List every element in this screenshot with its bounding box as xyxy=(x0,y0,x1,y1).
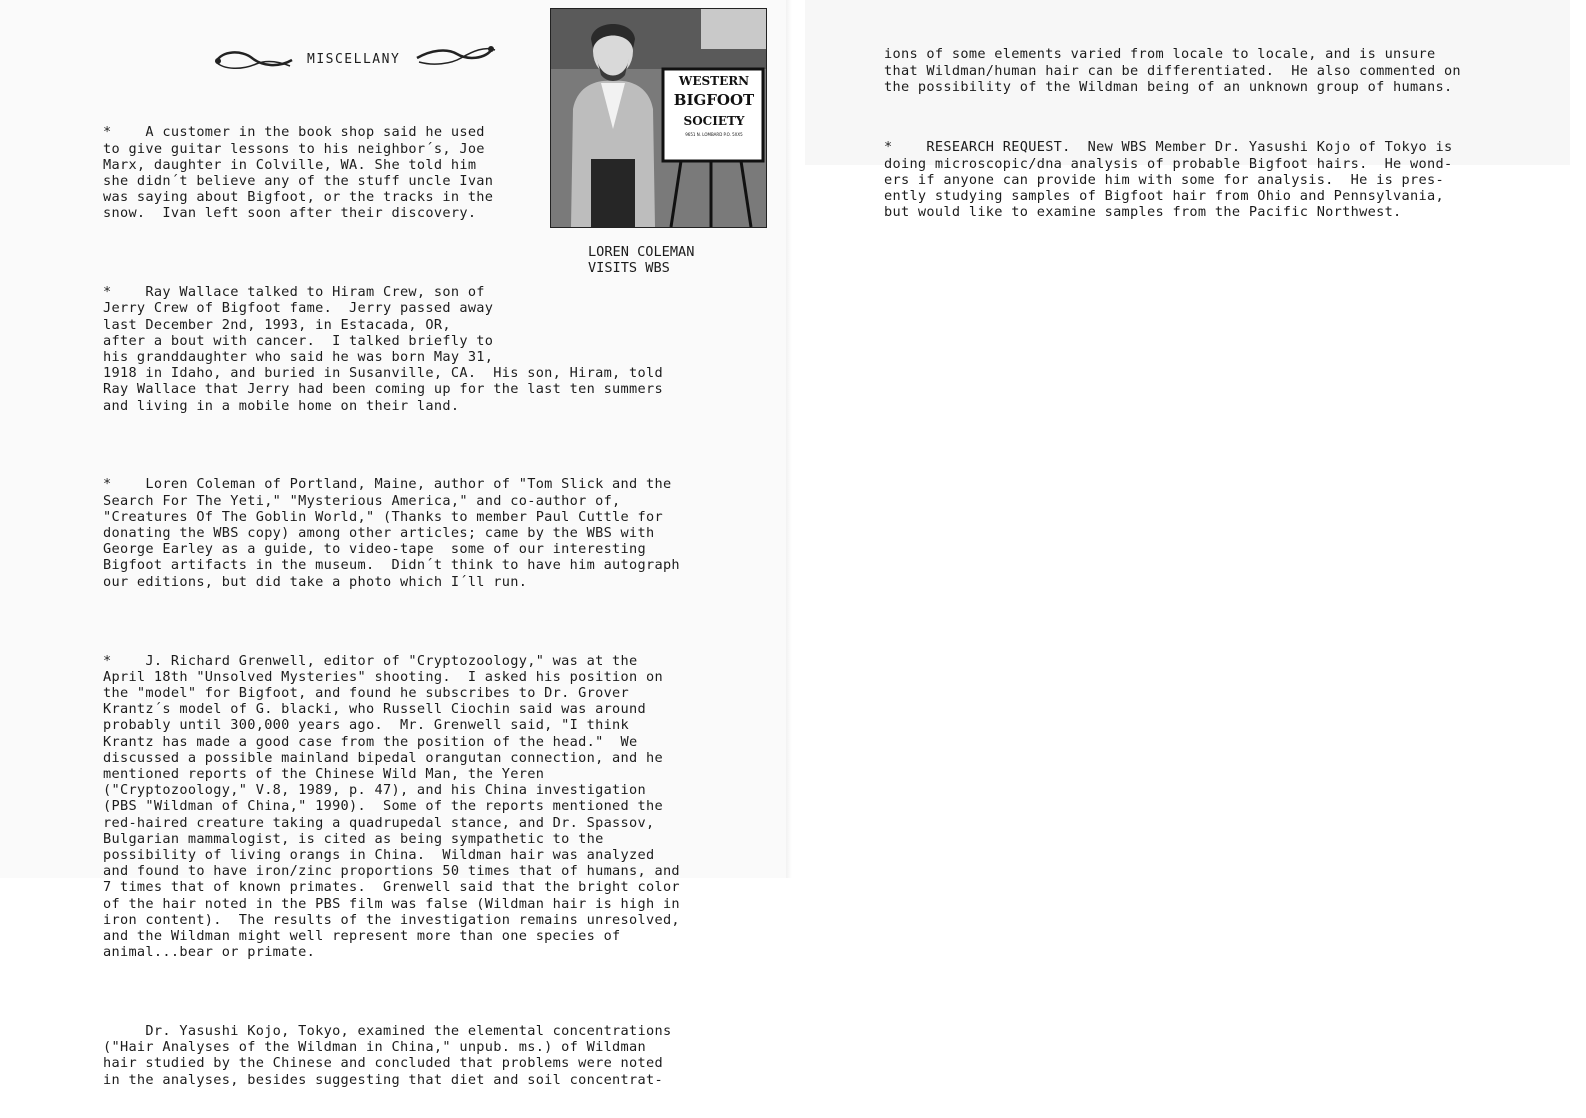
text-line: Marx, daughter in Colville, WA. She told him xyxy=(103,156,477,173)
text-line: donating the WBS copy) among other articles; came by the WBS with xyxy=(103,525,655,542)
text-line: mentioned reports of the Chinese Wild Man, the Yeren xyxy=(103,765,545,782)
paragraph-loren-coleman xyxy=(103,476,753,589)
text-line: ers if anyone can provide him with some for analysis. He is pres- xyxy=(884,171,1444,188)
paragraph-research-request xyxy=(884,139,1534,220)
caption-line: LOREN COLEMAN xyxy=(588,244,695,260)
text-line: "Creatures Of The Goblin World," (Thanks to member Paul Cuttle for xyxy=(103,508,663,525)
heading-title: MISCELLANY xyxy=(307,52,401,67)
text-line: red-haired creature taking a quadrupedal stance, and Dr. Spassov, xyxy=(103,814,655,831)
text-line: and living in a mobile home on their land. xyxy=(103,397,460,414)
text-line: * J. Richard Grenwell, editor of "Cryptozoology," was at the xyxy=(103,652,638,669)
paragraph-kojo-continued xyxy=(884,46,1534,95)
text-line: Ray Wallace that Jerry had been coming up for the last ten summers xyxy=(103,381,663,398)
text-line: Krantz´s model of G. blacki, who Russell Ciochin said was around xyxy=(103,701,646,718)
sign-line-western: WESTERN xyxy=(678,74,750,88)
text-line: 7 times that of known primates. Grenwell said that the bright color xyxy=(103,879,680,896)
paragraph-grenwell xyxy=(103,653,753,961)
text-line: possibility of living orangs in China. Wildman hair was analyzed xyxy=(103,846,655,863)
text-line: discussed a possible mainland bipedal orangutan connection, and he xyxy=(103,749,663,766)
text-line: probably until 300,000 years ago. Mr. Grenwell said, "I think xyxy=(103,717,630,734)
text-line: and found to have iron/zinc proportions 50 times that of humans, and xyxy=(103,863,680,880)
text-line: his granddaughter who said he was born May 31, xyxy=(103,349,494,366)
text-line: of the hair noted in the PBS film was false (Wildman hair is high in xyxy=(103,895,680,912)
text-line: Dr. Yasushi Kojo, Tokyo, examined the elemental concentrations xyxy=(103,1022,672,1039)
text-line: * Loren Coleman of Portland, Maine, author of "Tom Slick and the xyxy=(103,476,672,493)
text-line: snow. Ivan left soon after their discovery. xyxy=(103,205,477,222)
text-line: to give guitar lessons to his neighbor´s, Joe xyxy=(103,140,485,157)
text-line: Bigfoot artifacts in the museum. Didn´t think to have him autograph xyxy=(103,557,680,574)
paragraph-kojo xyxy=(103,1023,753,1088)
text-line: ("Hair Analyses of the Wildman in China," unpub. ms.) of Wildman xyxy=(103,1039,646,1056)
text-line: Krantz has made a good case from the position of the head." We xyxy=(103,733,638,750)
section-heading xyxy=(212,40,497,76)
text-line: that Wildman/human hair can be differentiated. He also commented on xyxy=(884,62,1461,79)
text-line: April 18th "Unsolved Mysteries" shooting. I asked his position on xyxy=(103,668,663,685)
text-line: she didn´t believe any of the stuff uncle Ivan xyxy=(103,173,494,190)
text-line: George Earley as a guide, to video-tape some of our interesting xyxy=(103,541,646,558)
text-line: the possibility of the Wildman being of an unknown group of humans. xyxy=(884,78,1453,95)
text-line: but would like to examine samples from the Pacific Northwest. xyxy=(884,204,1402,221)
text-line: Search For The Yeti," "Mysterious America," and co-author of, xyxy=(103,492,621,509)
sign-line-bigfoot: BIGFOOT xyxy=(673,91,755,109)
text-line: ("Cryptozoology," V.8, 1989, p. 47), and his China investigation xyxy=(103,782,646,799)
text-line: doing microscopic/dna analysis of probable Bigfoot hairs. He wond- xyxy=(884,155,1453,172)
text-line: was saying about Bigfoot, or the tracks in the xyxy=(103,189,494,206)
right-column-text xyxy=(884,14,1534,251)
text-line: hair studied by the Chinese and concluded that problems were noted xyxy=(103,1055,663,1072)
text-line: in the analyses, besides suggesting that diet and soil concentrat- xyxy=(103,1071,663,1088)
text-line: * Ray Wallace talked to Hiram Crew, son of xyxy=(103,284,485,301)
caption-line: VISITS WBS xyxy=(588,260,670,276)
text-line: * RESEARCH REQUEST. New WBS Member Dr. Yasushi Kojo of Tokyo is xyxy=(884,139,1453,156)
text-line: last December 2nd, 1993, in Estacada, OR, xyxy=(103,316,451,333)
paragraph-guitar-lessons xyxy=(103,124,548,221)
text-line: our editions, but did take a photo which I´ll run. xyxy=(103,573,528,590)
sign-address: 9651 N. LOMBARD P.O. 5XX5 xyxy=(685,132,743,137)
paragraph-ray-wallace xyxy=(103,284,753,414)
text-line: ently studying samples of Bigfoot hair from Ohio and Pennsylvania, xyxy=(884,188,1444,205)
right-swash-ornament xyxy=(415,40,497,68)
text-line: after a bout with cancer. I talked briefly to xyxy=(103,332,494,349)
text-line: Bulgarian mammalogist, is cited as being sympathetic to the xyxy=(103,830,604,847)
text-line: ions of some elements varied from locale to locale, and is unsure xyxy=(884,46,1436,63)
text-line: Jerry Crew of Bigfoot fame. Jerry passed away xyxy=(103,300,494,317)
text-line: animal...bear or primate. xyxy=(103,944,316,961)
text-line: 1918 in Idaho, and buried in Susanville, CA. His son, Hiram, told xyxy=(103,365,663,382)
text-line: the "model" for Bigfoot, and found he subscribes to Dr. Grover xyxy=(103,684,630,701)
text-line: * A customer in the book shop said he used xyxy=(103,124,485,141)
page-fold xyxy=(786,0,792,878)
left-column-text xyxy=(103,92,753,1118)
sign-line-society: SOCIETY xyxy=(683,114,745,128)
text-line: iron content). The results of the investigation remains unresolved, xyxy=(103,911,680,928)
text-line: (PBS "Wildman of China," 1990). Some of the reports mentioned the xyxy=(103,798,663,815)
left-swash-ornament xyxy=(212,46,294,74)
text-line: and the Wildman might well represent more than one species of xyxy=(103,927,621,944)
